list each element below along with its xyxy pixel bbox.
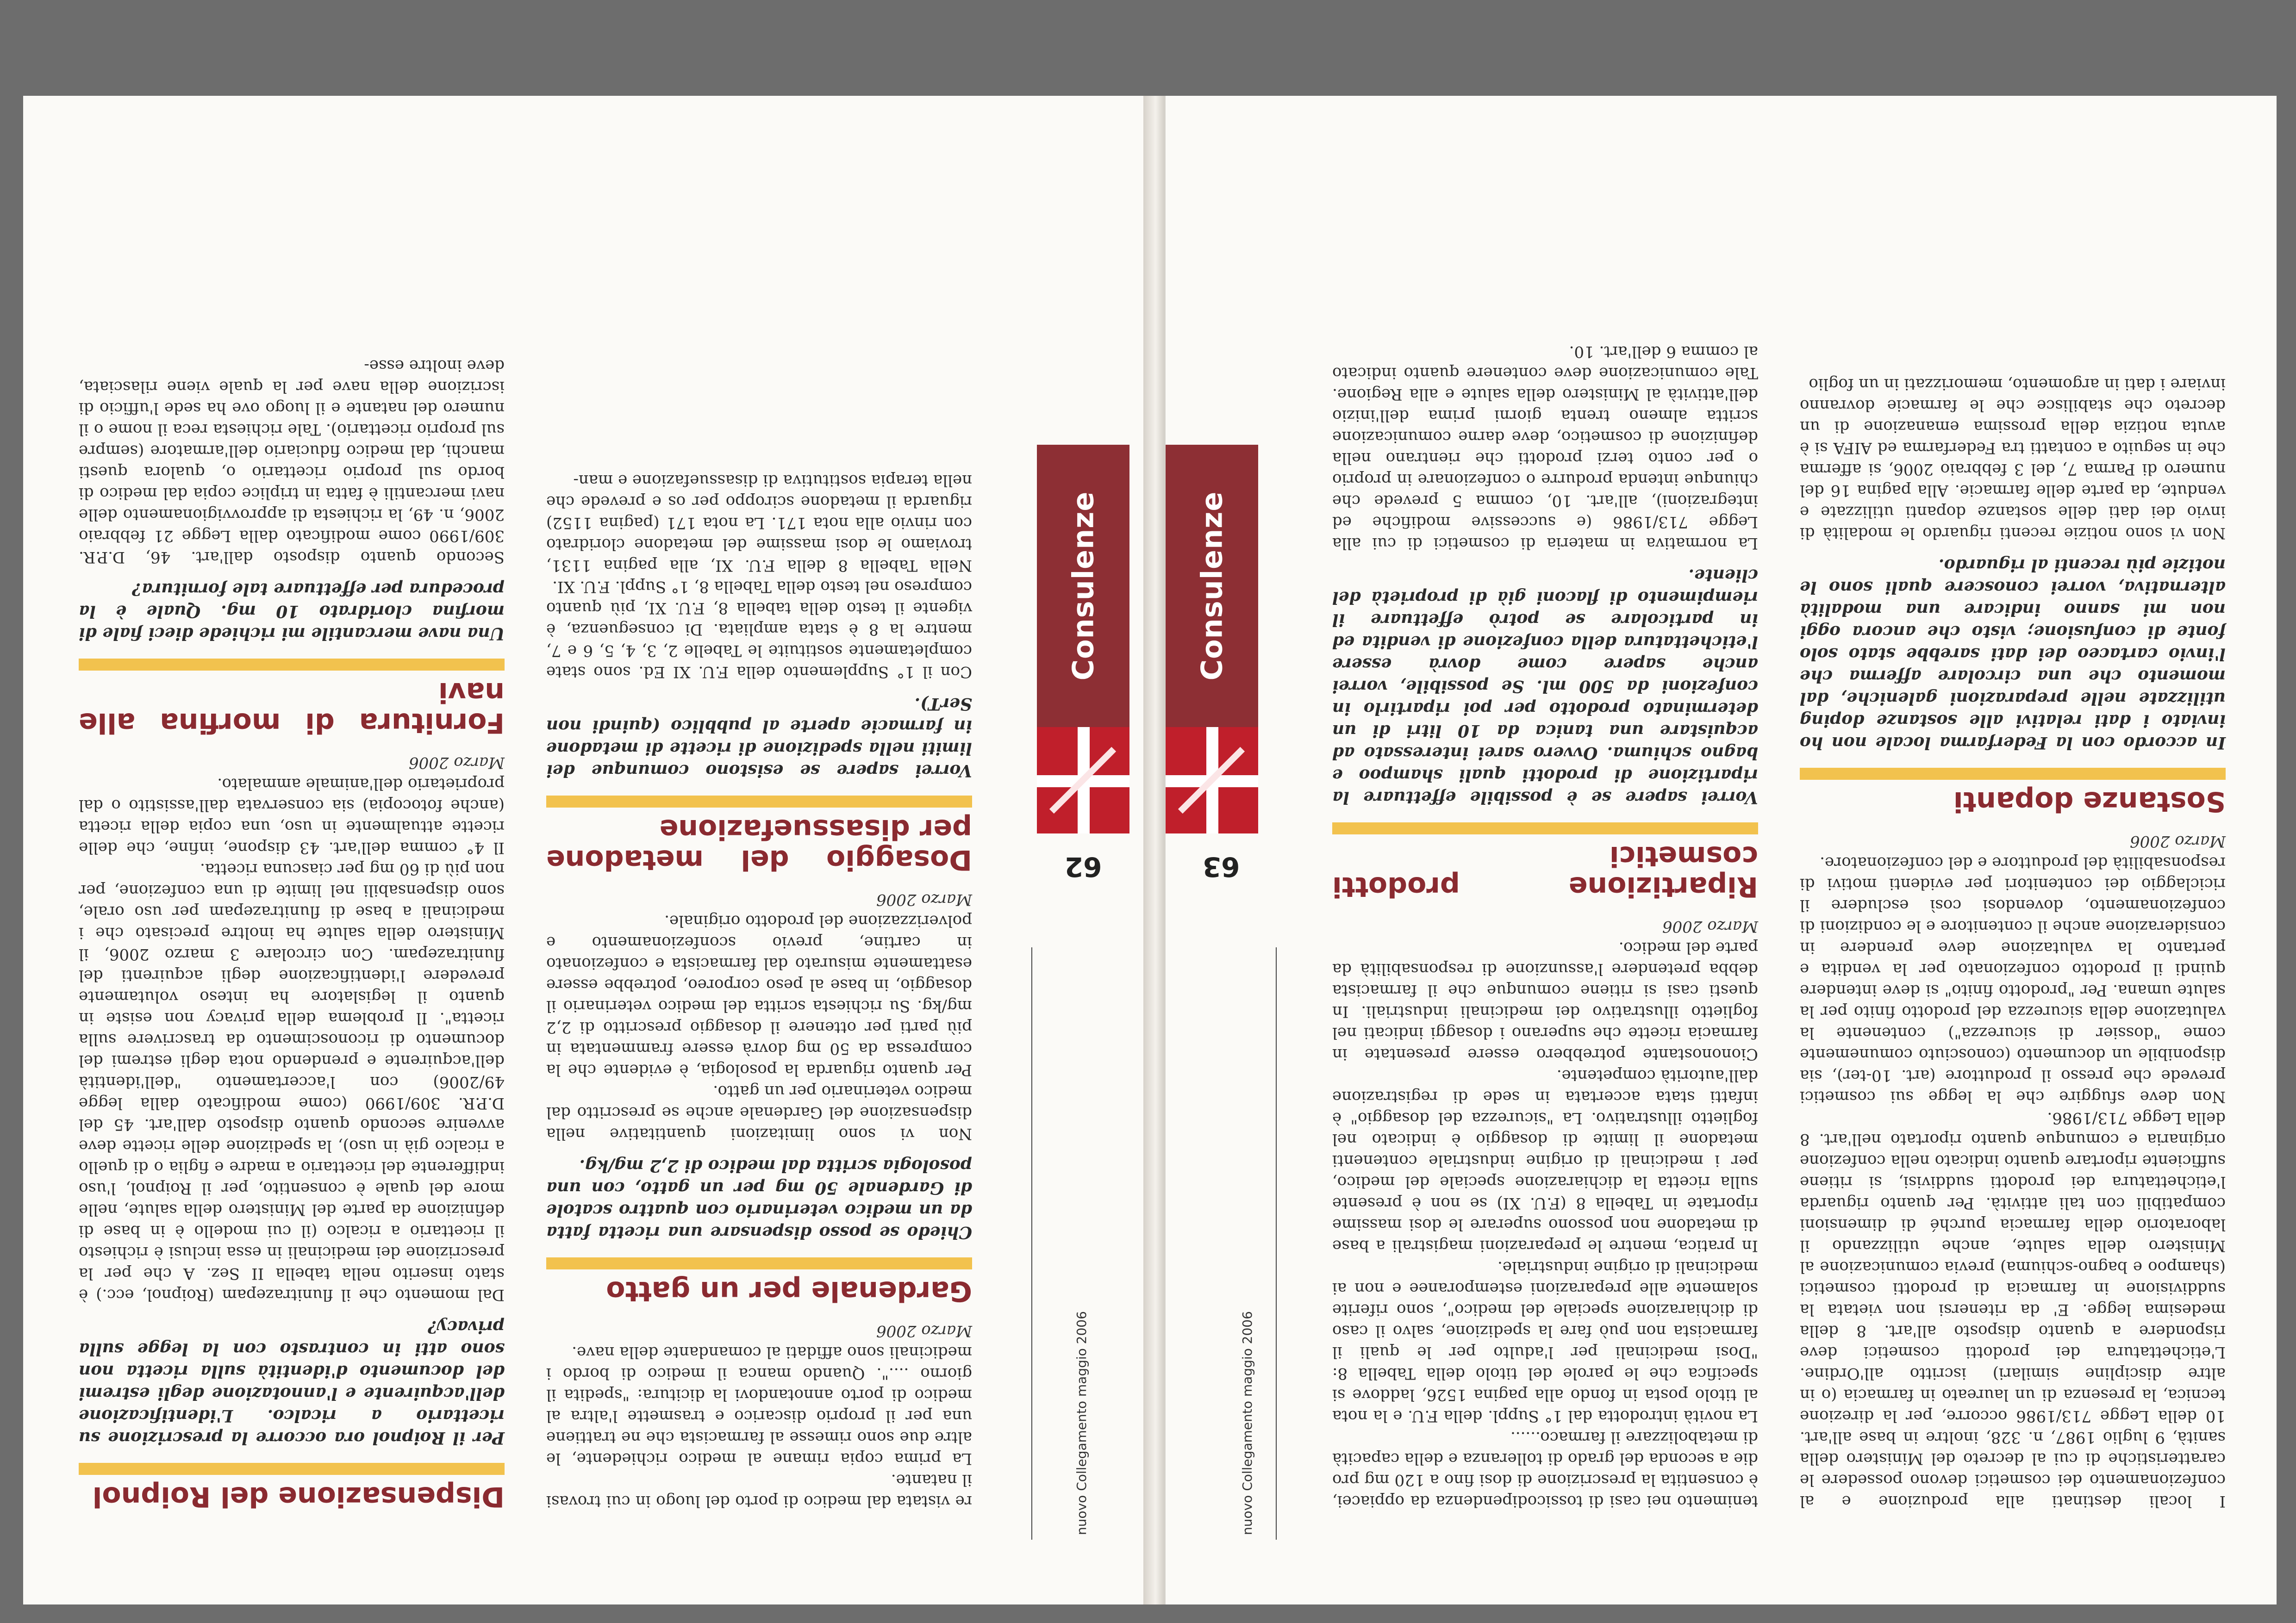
- body-paragraph: Secondo quanto disposto dall'art. 46, D.P.R. 309/1990 come modificato dalla Legge 21 febbraio 2006, n. 49, la richiesta di approvvigionamento delle navi mercantili è fatta in triplice copia dal medico di bordo sul proprio ricettario o, qualora questi manchi, dal medico fiduciario dell'armatore (sempre sul proprio ricettario). Tale richiesta reca il nome o il numero del natante e il luogo ove ha sede l'ufficio di iscrizione della nave per la quale viene rilasciata, deve inoltre esse-: [79, 356, 505, 566]
- body-paragraph: re vistata dal medico di porto del luogo in cui trovasi il natante.: [546, 1471, 972, 1511]
- body-paragraph: Il 4° comma dell'art. 43 dispone, infine, che delle ricette attualmente in uso, una copia della ricetta (anche fotocopia) sia conservata dall'assistito o dal proprietario dell'animale ammalato.: [79, 775, 505, 857]
- page-62: [23, 96, 1143, 1604]
- page-62-column-left: [546, 470, 972, 1512]
- title-underline-bar: [546, 1257, 972, 1269]
- article-title: Gardenale per un gatto: [606, 1275, 972, 1307]
- reader-question: Una nave mercantile mi richiede dieci fiale di morfina cloridrato 10 mg. Quale è la procedura per effettuare tale fornitura?: [79, 579, 505, 643]
- reader-question: Vorrei sapere se esistono comunque dei limiti nella spedizione di ricette di metadone in farmacie aperte al pubblico (quindi non SerT).: [546, 694, 972, 780]
- running-head-rule: [1031, 947, 1032, 1540]
- section-tab: [1166, 420, 1267, 883]
- body-paragraph: Non vi sono limitazioni quantitative nella dispensazione del Gardenale anche se prescritto dal medico veterinario per un gatto.: [546, 1082, 972, 1143]
- article-date: Marzo 2006: [1662, 917, 1758, 936]
- running-head-rule: [1276, 947, 1277, 1540]
- article-title: Ripartizione prodotti cosmetici: [1332, 840, 1758, 903]
- title-underline-bar: [79, 659, 505, 671]
- body-paragraph: La normativa in materia di cosmetici di cui alla Legge 713/1986 (e successive modifiche ed integrazioni), all'art. 10, comma 5 prevede che chiunque intenda produrre o confezionare in proprio o per conto terzi prodotti che rientrano nella definizione di cosmetico, deve darne comunicazione scritta almeno trenta giorni prima dell'inizio dell'attività al Ministero della salute e alla Regione. Tale comunicazione deve contenere quanto indicato al comma 6 dell'art. 10.: [1332, 342, 1758, 553]
- body-paragraph: I locali destinati alla produzione e al confezionamento dei cosmetici devono possedere le caratteristiche di cui al decreto del Ministero della sanità, 9 luglio 1987, n. 328, inoltre in base all'art. 10 della Legge 713/1986 occorre, per la direzione tecnica, la presenza di un laureato in farmacia (o in altre discipline similari) iscritto all'Ordine. L'etichettatura dei prodotti cosmetici deve rispondere a quanto disposto all'art. 8 della medesima legge. E' da ritenersi non vietata la suddivisione in farmacia di prodotti cosmetici (shampoo e bagno-schiuma) previa comunicazione al Ministero della salute, anche utilizzando il laboratorio della farmacia purché di dimensioni compatibili con tali attività. Per quanto riguarda l'etichettatura dei prodotti suddivisi, si ritiene sufficiente riportare quanto indicato nella confezione originaria e comunque quanto riportato nell'art. 8 della Legge 713/1986.: [1800, 1109, 2226, 1511]
- body-paragraph: Con il 1° Supplemento della F.U. XI Ed. sono state completamente sostituite le Tabelle 2, 3, 4, 5, 6 e 7, mentre la 8 è stata ampliata. Di conseguenza, è vigente il testo della tabella 8, F.U. XI, più quanto compreso nel testo della Tabella 8, 1° Suppl. F.U. XI.: [546, 578, 972, 681]
- body-paragraph: tenimento nei casi di tossicodipendenza da oppiacei, è consentita la prescrizione di dosi fino a 120 mg pro die a seconda del grado di tolleranza e della capacità di metabolizzare il farmaco......: [1332, 1428, 1758, 1511]
- reader-question: In accordo con la Federfarma locale non ho inviato i dati relativi alle sostanze doping utilizzate nelle preparazioni galeniche, dal momento che una circolare afferma che l'invio cartaceo dei dati sarebbe stato solo fonte di confusione; visto che ancora oggi non mi sanno indicare una modalità alternativa, vorrei conoscere quali sono le notizie più recenti al riguardo.: [1800, 555, 2226, 752]
- section-label: Consulenze: [1195, 491, 1229, 681]
- page-number: 63: [1202, 851, 1240, 883]
- page-63-column-right: [1332, 341, 1758, 1512]
- body-paragraph: La prima copia rimane al medico richiedente, le altre due sono rimesse al farmacista che ne trattiene una per il proprio discarico e trasmette l'altra al medico di porto annotandovi la dicitura: "spedita il giorno ....". Quando manca il medico di bordo i medicinali sono affidati al comandante della nave.: [546, 1343, 972, 1468]
- body-paragraph: Non deve sfuggire che la legge sui cosmetici prevede che presso il produttore (art. 10-ter), sia disponibile un documento (conosciuto comunemente come "dossier di sicurezza") contenente la valutazione della sicurezza del prodotto finito per la salute umana. Per "prodotto finito" si deve intendere quindi il prodotto confezionato per la vendita e pertanto la valutazione deve prendere in considerazione anche il contenitore e le condizioni di confezionamento, dovendosi così escludere il riciclaggio dei contenitori per evidenti motivi di responsabilità del produttore e del confezionatore.: [1800, 853, 2226, 1106]
- reader-question: Vorrei sapere se è possibile effettuare la ripartizione di prodotti quali shampoo e bagno schiuma. Ovvero sarei interessato ad acquistare una tanica da 10 litri di un determinato prodotto per poi ripartirlo in confezioni da 500 ml. Se possibile, vorrei anche sapere come dovrà essere l'etichettatura della confezione di vendita ed in particolare se potrò effettuare il riempimento di flaconi già di proprietà del cliente.: [1332, 566, 1758, 807]
- body-paragraph: Ciononostante potrebbero essere presentate in farmacia ricette che superano i dosaggi indicati nel foglietto illustrativo dei medicinali industriali. In questi casi si ritiene comunque che il farmacista debba pretendere l'assunzione di responsabilità da parte del medico.: [1332, 939, 1758, 1063]
- section-label: Consulenze: [1066, 491, 1100, 681]
- article-title: Dosaggio del metadone per disassuefazione: [546, 813, 972, 876]
- article-title: Sostanze dopanti: [1953, 785, 2226, 818]
- page-number: 62: [1064, 851, 1102, 883]
- title-underline-bar: [1332, 822, 1758, 834]
- page-62-column-right: [79, 355, 505, 1512]
- body-paragraph: Dal momento che il flunitrazepam (Roipnol, ecc.) è stato inserito nella tabella II Sez. A che per la prescrizione dei medicinali in essa inclusi è richiesto il ricettario a ricalco (il cui modello è in base di definizione da parte del Ministero della salute, nelle more del quale è consentito, per il Roipnol, l'uso indifferente del ricettario a madre e figlia o di quello a ricalco già in uso), la spedizione delle ricette deve avvenire secondo quanto disposto dall'art. 45 del D.P.R. 309/1990 (come modificato dalla legge 49/2006) con l'accertamento "dell'identità dell'acquirente e prendendo nota degli estremi del documento di riconoscimento da trascrivere sulla ricetta". Il problema della privacy non esiste in quanto il legislatore ha inteso volutamente prevedere l'identificazione degli acquirenti del flunitrazepam. Con circolare 3 marzo 2006, il Ministero della salute ha inoltre precisato che i medicinali a base di flunitrazepam per uso orale, sono dispensabili nel limite di una confezione, per non più di 60 mg per ciascuna ricetta.: [79, 860, 505, 1304]
- article-date: Marzo 2006: [2129, 832, 2226, 851]
- article-title: Fornitura di morfina alle navi: [79, 676, 505, 739]
- body-paragraph: In pratica, mentre le preparazioni magistrali a base di metadone non possono superare le dosi massime riportate in Tabella 8 (F.U. XI) se non è presente sulla ricetta la dichiarazione speciale del medico, per i medicinali di origine industriale contenenti metadone il limite di dosaggio è indicato nel foglietto illustrativo. La "sicurezza del dosaggio" è infatti stata accertata in sede di registrazione dall'autorità competente.: [1332, 1066, 1758, 1255]
- page-fold: [1143, 96, 1166, 1604]
- body-paragraph: La novità introdotta dal 1° Suppl. della F.U. e la nota al titolo posta in fondo alla pagina 1526, laddove si specifica che le parole del titolo della Tabella 8: "Dosi medicinali per l'adulto per le quali il farmacista non può fare la spedizione, salvo il caso di dichiarazione speciale del medico", sono riferite solamente alle preparazioni estemporanee e non ai medicinali di origine industriale.: [1332, 1258, 1758, 1425]
- title-underline-bar: [546, 796, 972, 808]
- body-paragraph: Non vi sono notizie recenti riguardo le modalità di invio dei dati delle sostanze dopanti utilizzate e vendute, da parte delle farmacie. Alla pagina 16 del numero di Parma 7, del 3 febbraio 2006, si afferma che in seguito a contatti tra Federfarma ed AIFA si è avuta notizia della prossima emanazione di un decreto che stabilisce che le farmacie dovranno inviare i dati in argomento, memorizzati in un foglio: [1800, 375, 2226, 542]
- section-band: [1166, 445, 1258, 727]
- reader-question: Chiedo se posso dispensare una ricetta fatta da un medico veterinario con quattro scatole di Gardenale 50 mg per un gatto, con una posologia scritta dal medico di 2,2 mg/kg.: [546, 1156, 972, 1242]
- section-tab: [1028, 420, 1129, 883]
- running-head: nuovo Collegamento maggio 2006: [1240, 1311, 1255, 1535]
- pharmacy-cross-logo-icon: [1166, 727, 1258, 833]
- title-underline-bar: [1800, 768, 2226, 780]
- page-63-column-left: [1800, 373, 2226, 1512]
- article-date: Marzo 2006: [408, 753, 505, 772]
- article-date: Marzo 2006: [876, 890, 972, 909]
- title-underline-bar: [79, 1463, 505, 1475]
- pharmacy-cross-logo-icon: [1037, 727, 1129, 833]
- section-band: [1037, 445, 1129, 727]
- reader-question: Per il Roipnol ora occorre la prescrizione su ricettario a ricalco. L'identificazione dell'acquirente e l'annotazione degli estremi del documento d'identità sulla ricetta non sono atti in contrasto con la legge sulla privacy?: [79, 1317, 505, 1448]
- body-paragraph: Nella Tabella 8 della F.U. XI, alla pagina 1131, troviamo le dosi massime del metadone cloridrato con rinvio alla nota 171. La nota 171 (pagina 1152) riguarda il metadone sciroppo per os e prevede che nella terapia sostitutiva di disassuefazione e man-: [546, 471, 972, 575]
- body-paragraph: Per quanto riguarda la posologia, è evidente che la compressa da 50 mg dovrà essere frammentata in più parti per ottenere il dosaggio prescritto di 2,2 mg/kg. Su richiesta scritta del medico veterinario il dosaggio, in base al peso corporeo, potrebbe essere esattamente misurato dal farmacista e confezionato in cartine, previo sconfezionamento e polverizzazione del prodotto originale.: [546, 912, 972, 1079]
- article-title: Dispensazione del Roipnol: [92, 1480, 505, 1513]
- page-63: [1165, 96, 2277, 1604]
- running-head: nuovo Collegamento maggio 2006: [1074, 1311, 1089, 1535]
- article-date: Marzo 2006: [876, 1322, 972, 1340]
